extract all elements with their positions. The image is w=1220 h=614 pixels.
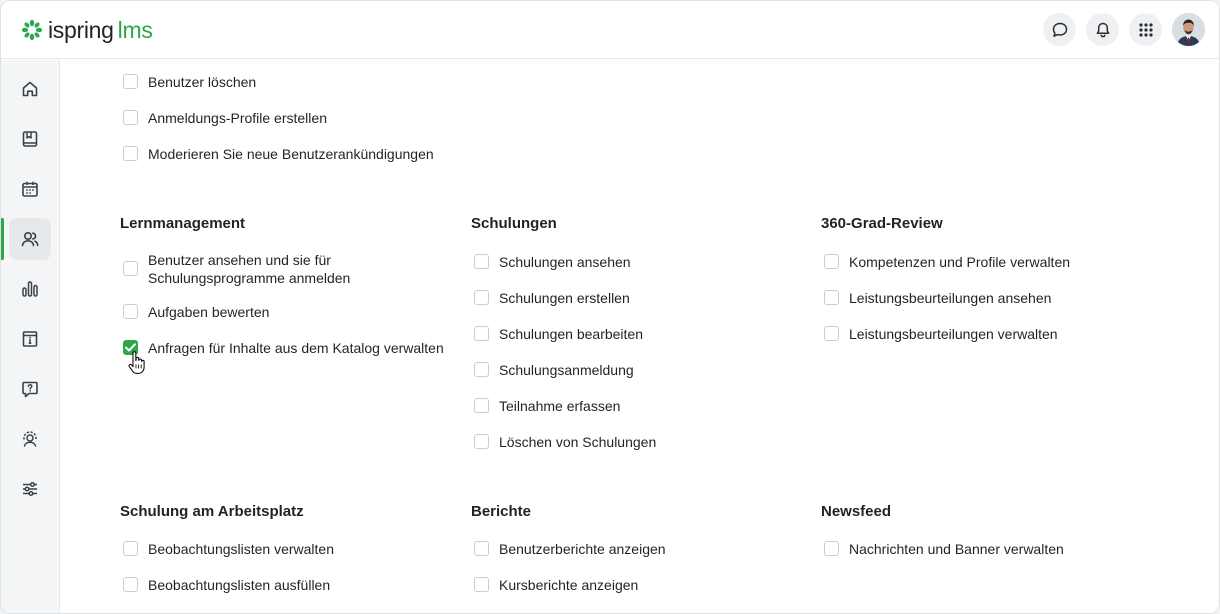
checkbox[interactable] <box>474 434 489 449</box>
perm-anmeldungs-profile[interactable] <box>123 109 327 127</box>
users-icon <box>20 229 40 249</box>
sidebar-item-settings[interactable] <box>9 468 51 510</box>
perm-label: Kompetenzen und Profile verwalten <box>849 254 1071 270</box>
permissions-panel <box>61 60 1211 614</box>
grid-dots-icon <box>1138 22 1154 38</box>
apps-button[interactable] <box>1129 13 1162 46</box>
perm-lm-0[interactable] <box>123 251 423 287</box>
question-icon <box>20 379 40 399</box>
checkbox[interactable] <box>123 261 138 276</box>
perm-label: Leistungsbeurteilungen ansehen <box>849 290 1052 306</box>
sidebar-item-support[interactable] <box>9 418 51 460</box>
perm-benutzer-loeschen[interactable] <box>123 73 256 91</box>
perm-label: Benutzerberichte anzeigen <box>499 541 666 557</box>
section-title-newsfeed: Newsfeed <box>821 503 892 520</box>
book-icon <box>20 129 40 149</box>
section-title-360-review: 360-Grad-Review <box>821 215 943 232</box>
checkbox[interactable] <box>824 541 839 556</box>
perm-label: Schulungen ansehen <box>499 254 631 270</box>
checkbox[interactable] <box>123 74 138 89</box>
sidebar-item-info[interactable] <box>9 318 51 360</box>
section-title-schulungen: Schulungen <box>471 215 557 232</box>
perm-sch-0[interactable] <box>474 253 631 271</box>
perm-ber-1[interactable] <box>474 576 638 594</box>
perm-label: Löschen von Schulungen <box>499 434 657 450</box>
checkbox[interactable] <box>123 577 138 592</box>
calendar-icon <box>20 179 40 199</box>
sidebar-nav <box>1 60 60 614</box>
checkbox[interactable] <box>474 362 489 377</box>
section-title-arbeitsplatz: Schulung am Arbeitsplatz <box>120 503 304 520</box>
top-actions <box>1043 13 1205 46</box>
sidebar-item-reports[interactable] <box>9 268 51 310</box>
perm-sch-3[interactable] <box>474 361 634 379</box>
perm-lm-2[interactable] <box>123 339 444 357</box>
perm-label: Aufgaben bewerten <box>148 304 270 320</box>
checkbox[interactable] <box>123 541 138 556</box>
support-agent-icon <box>20 429 40 449</box>
perm-label: Anmeldungs-Profile erstellen <box>148 110 327 126</box>
logo-text <box>48 17 153 44</box>
perm-sch-2[interactable] <box>474 325 643 343</box>
perm-label: Nachrichten und Banner verwalten <box>849 541 1064 557</box>
checkbox[interactable] <box>474 398 489 413</box>
checkbox[interactable] <box>824 290 839 305</box>
ispring-logo[interactable] <box>21 16 153 44</box>
chat-button[interactable] <box>1043 13 1076 46</box>
checkbox[interactable] <box>123 304 138 319</box>
perm-lm-1[interactable] <box>123 303 269 321</box>
chat-bubble-icon <box>1051 21 1069 39</box>
logo-text-ispring: ispring <box>48 16 114 43</box>
checkbox[interactable] <box>824 326 839 341</box>
home-icon <box>20 79 40 99</box>
section-title-berichte: Berichte <box>471 503 532 520</box>
checkbox[interactable] <box>474 290 489 305</box>
perm-label: Kursberichte anzeigen <box>499 577 639 593</box>
perm-label: Schulungen erstellen <box>499 290 630 306</box>
perm-rev-1[interactable] <box>824 289 1051 307</box>
perm-rev-0[interactable] <box>824 253 1070 271</box>
sliders-icon <box>20 479 40 499</box>
bar-chart-icon <box>20 279 40 299</box>
perm-sch-1[interactable] <box>474 289 630 307</box>
perm-label: Anfragen für Inhalte aus dem Katalog verwalten <box>148 340 444 356</box>
perm-sch-5[interactable] <box>474 433 656 451</box>
perm-ap-1[interactable] <box>123 576 330 594</box>
perm-label: Beobachtungslisten verwalten <box>148 541 335 557</box>
notifications-button[interactable] <box>1086 13 1119 46</box>
top-bar <box>1 1 1219 59</box>
hand-cursor-icon <box>128 351 146 375</box>
perm-label: Beobachtungslisten ausfüllen <box>148 577 331 593</box>
perm-label: Benutzer löschen <box>148 74 257 90</box>
perm-ber-0[interactable] <box>474 540 666 558</box>
perm-rev-2[interactable] <box>824 325 1058 343</box>
checkbox[interactable] <box>474 541 489 556</box>
perm-label: Schulungen bearbeiten <box>499 326 644 342</box>
info-box-icon <box>20 329 40 349</box>
perm-label: Leistungsbeurteilungen verwalten <box>849 326 1058 342</box>
ispring-logo-mark-icon <box>21 19 43 41</box>
sidebar-item-help[interactable] <box>9 368 51 410</box>
checkbox[interactable] <box>474 326 489 341</box>
bell-icon <box>1094 21 1112 39</box>
checkbox[interactable] <box>474 577 489 592</box>
user-avatar-image <box>1172 13 1205 46</box>
sidebar-item-users[interactable] <box>9 218 51 260</box>
perm-news-0[interactable] <box>824 540 1064 558</box>
sidebar-item-home[interactable] <box>9 68 51 110</box>
perm-label: Schulungsanmeldung <box>499 362 634 378</box>
perm-ap-0[interactable] <box>123 540 334 558</box>
perm-moderieren[interactable] <box>123 145 434 163</box>
perm-label: Moderieren Sie neue Benutzerankündigungen <box>148 146 434 162</box>
perm-label: Benutzer ansehen und sie für Schulungsprogramme anmelden <box>148 252 351 286</box>
perm-label: Teilnahme erfassen <box>499 398 621 414</box>
checkbox[interactable] <box>824 254 839 269</box>
sidebar-item-calendar[interactable] <box>9 168 51 210</box>
checkbox[interactable] <box>474 254 489 269</box>
user-avatar[interactable] <box>1172 13 1205 46</box>
sidebar-item-library[interactable] <box>9 118 51 160</box>
logo-text-lms: lms <box>117 16 153 43</box>
checkbox[interactable] <box>123 146 138 161</box>
checkbox[interactable] <box>123 110 138 125</box>
section-title-lernmanagement: Lernmanagement <box>120 215 246 232</box>
perm-sch-4[interactable] <box>474 397 620 415</box>
